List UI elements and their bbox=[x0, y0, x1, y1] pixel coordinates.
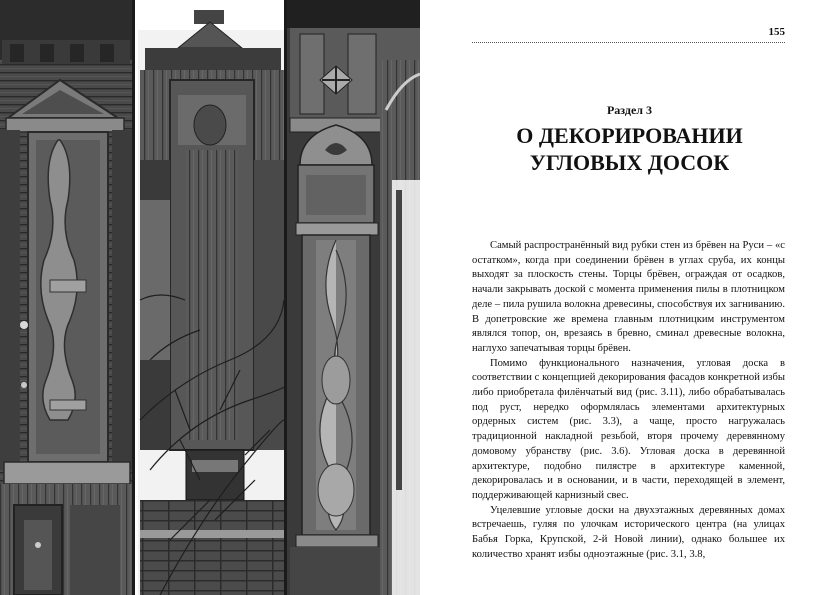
header-rule bbox=[472, 42, 785, 43]
photo-middle bbox=[138, 0, 292, 595]
paragraph: Уцелевшие угловые доски на двухэтажных деревянных домах встречаешь, гуляя по улочкам исторического центра (на улицах Бабья Горка, Крупской, 2-й Новой линии), однако большее их количество хранят избы одноэтажные (рис. 3.1, 3.8, bbox=[472, 504, 785, 560]
chapter-title-line-1: О ДЕКОРИРОВАНИИ bbox=[516, 123, 743, 148]
chapter-title bbox=[420, 122, 839, 176]
paragraph: Самый распространённый вид рубки стен из брёвен на Руси – «с остатком», когда при соединении брёвен в углах сруба, их концы выходят за плоскость стены. Торцы брёвен, ограждая от осадков, начали закрывать доской с момента применения пилы в плотницком деле – пила рушила волокна древесины, способствуя их загниванию. В допетровские же времена главным плотницким инструментом являлся топор, он, врезаясь в бревно, сминал древесные волокна, наглухо запечатывая торцы брёвен. bbox=[472, 240, 785, 354]
section-label: Раздел 3 bbox=[606, 103, 653, 117]
text-page bbox=[420, 0, 839, 595]
photo-right bbox=[287, 0, 420, 595]
paragraph: Помимо функционального назначения, угловая доска в соответствии с концепцией декорирования фасадов конкретной избы либо приобретала филёнчатый вид (рис. 3.11), либо обрабатывалась под руст, нередко оформлялась элементами архитектурных ордерных систем (рис. 3.3), а чаще, просто нагружалась традиционной накладной резьбой, вторя прочему деревянному домовому убранству (рис. 3.6). Угловая доска в деревянной архитектуре, подобно пилястре в архитектуре каменной, декорировалась и в основании, и в части, переходящей в элемент, поддерживающей карнизный свес. bbox=[472, 357, 785, 501]
chapter-title-line-2: УГЛОВЫХ ДОСОК bbox=[529, 150, 730, 175]
photo-left bbox=[0, 0, 135, 595]
body-text bbox=[472, 239, 785, 562]
page-number: 155 bbox=[768, 26, 785, 38]
